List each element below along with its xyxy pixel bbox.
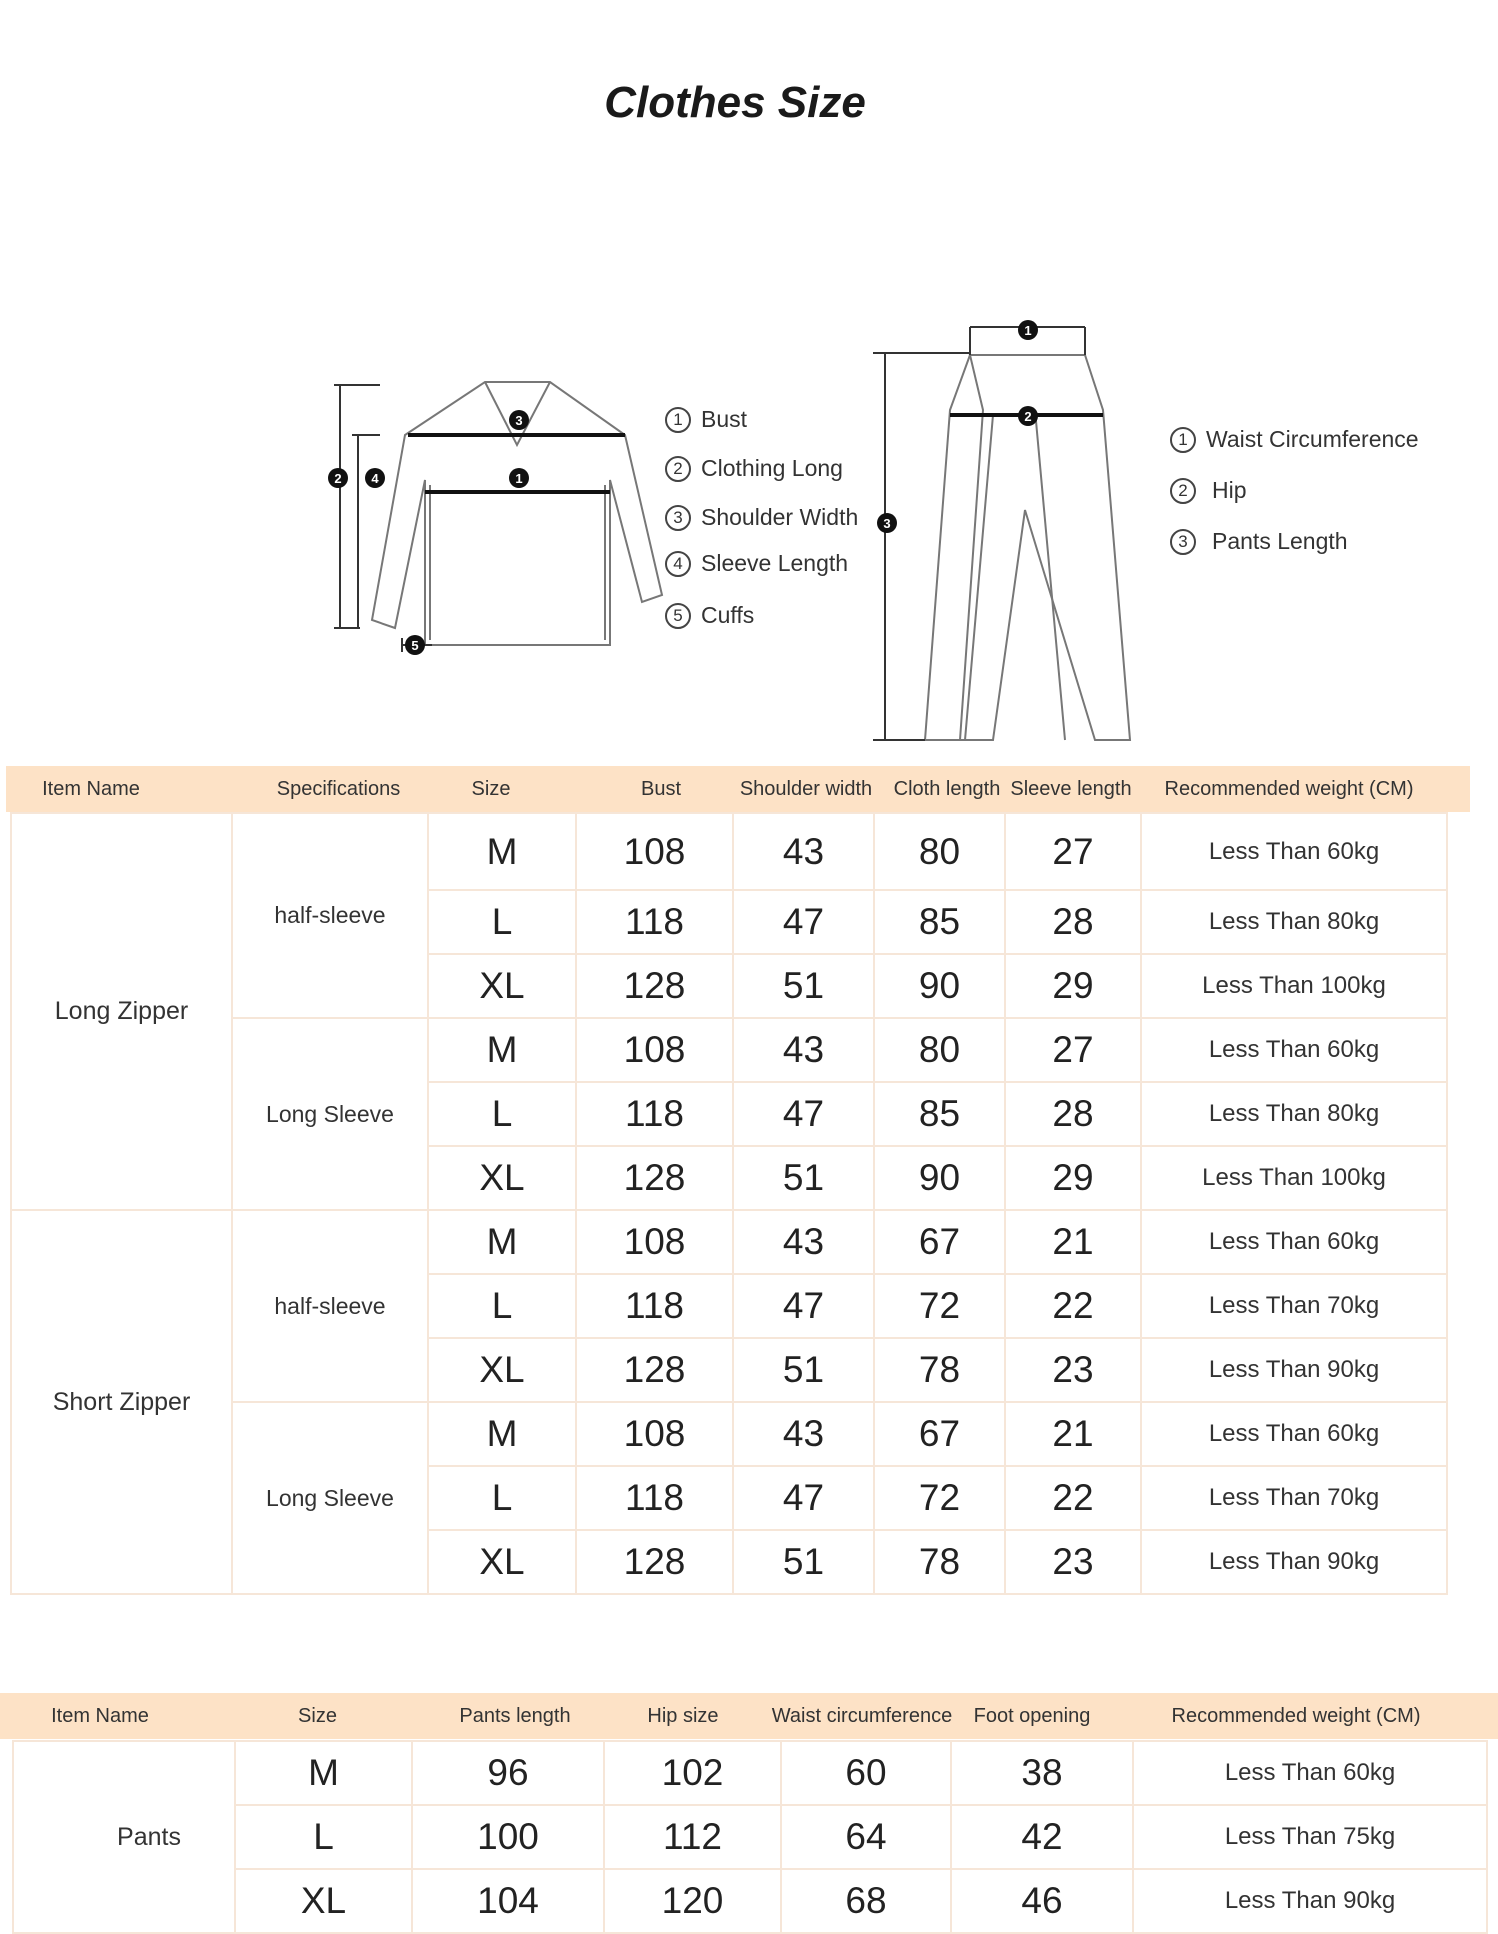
sleeve-cell: 28: [1005, 890, 1141, 954]
bust-cell: 118: [576, 1466, 733, 1530]
weight-cell: Less Than 90kg: [1141, 1338, 1447, 1402]
shoulder-cell: 43: [733, 1210, 874, 1274]
length-cell: 80: [874, 1018, 1005, 1082]
sleeve-cell: 29: [1005, 954, 1141, 1018]
length-cell: 72: [874, 1466, 1005, 1530]
length-cell: 85: [874, 890, 1005, 954]
weight-cell: Less Than 90kg: [1141, 1530, 1447, 1594]
size-cell: M: [428, 1210, 576, 1274]
size-cell: L: [428, 1274, 576, 1338]
foot-cell: 46: [951, 1869, 1133, 1933]
bust-cell: 108: [576, 1018, 733, 1082]
number-2-icon: 2: [665, 456, 691, 482]
header-sleeve-length: Sleeve length: [1010, 778, 1132, 800]
sleeve-cell: 27: [1005, 813, 1141, 890]
size-cell: M: [235, 1741, 412, 1805]
sleeve-cell: 23: [1005, 1338, 1141, 1402]
top-size-table: [10, 812, 1448, 1595]
length-cell: 96: [412, 1741, 604, 1805]
bust-cell: 128: [576, 1338, 733, 1402]
number-2-icon: 2: [1170, 478, 1196, 504]
size-cell: M: [428, 1402, 576, 1466]
legend-label: Shoulder Width: [701, 504, 859, 530]
shoulder-cell: 43: [733, 813, 874, 890]
sleeve-cell: 22: [1005, 1274, 1141, 1338]
size-cell: XL: [428, 954, 576, 1018]
legend-item-cuffs: [665, 602, 754, 629]
number-1-icon: 1: [665, 407, 691, 433]
sleeve-cell: 28: [1005, 1082, 1141, 1146]
length-cell: 100: [412, 1805, 604, 1869]
shoulder-cell: 43: [733, 1402, 874, 1466]
sleeve-cell: 29: [1005, 1146, 1141, 1210]
header-waist-circumference: Waist circumference: [771, 1705, 953, 1727]
header-size: Size: [471, 778, 511, 800]
weight-cell: Less Than 70kg: [1141, 1466, 1447, 1530]
size-cell: M: [428, 813, 576, 890]
number-3-icon: 3: [665, 505, 691, 531]
legend-label: Bust: [701, 406, 748, 432]
length-cell: 104: [412, 1869, 604, 1933]
bust-cell: 108: [576, 1402, 733, 1466]
header-specifications: Specifications: [276, 778, 401, 800]
table-row: [11, 1210, 1447, 1274]
length-cell: 72: [874, 1274, 1005, 1338]
weight-cell: Less Than 80kg: [1141, 1082, 1447, 1146]
length-cell: 67: [874, 1402, 1005, 1466]
header-size: Size: [298, 1705, 337, 1727]
header-item-name: Item Name: [51, 1705, 149, 1727]
legend-label: Cuffs: [701, 602, 755, 628]
spec-cell: Long Sleeve: [232, 1018, 428, 1210]
bust-cell: 118: [576, 1274, 733, 1338]
length-cell: 67: [874, 1210, 1005, 1274]
length-cell: 80: [874, 813, 1005, 890]
foot-cell: 38: [951, 1741, 1133, 1805]
weight-cell: Less Than 60kg: [1141, 813, 1447, 890]
bust-cell: 128: [576, 1530, 733, 1594]
table-row: [11, 813, 1447, 890]
hip-cell: 120: [604, 1869, 781, 1933]
size-cell: XL: [235, 1869, 412, 1933]
sleeve-cell: 21: [1005, 1210, 1141, 1274]
legend-item-bust: [665, 406, 747, 433]
sleeve-cell: 27: [1005, 1018, 1141, 1082]
svg-text:4: 4: [371, 471, 379, 486]
weight-cell: Less Than 60kg: [1141, 1402, 1447, 1466]
item-name-cell: Pants: [13, 1741, 235, 1933]
bust-cell: 118: [576, 890, 733, 954]
shoulder-cell: 51: [733, 1338, 874, 1402]
svg-text:5: 5: [411, 638, 419, 653]
number-1-icon: 1: [1170, 427, 1196, 453]
legend-item-pants-length: [1170, 528, 1348, 555]
group-name-cell: Long Zipper: [11, 813, 232, 1210]
legend-label: Waist Circumference: [1206, 426, 1419, 452]
bust-cell: 128: [576, 1146, 733, 1210]
weight-cell: Less Than 75kg: [1133, 1805, 1487, 1869]
waist-cell: 64: [781, 1805, 951, 1869]
svg-text:3: 3: [515, 413, 523, 428]
legend-label: Hip: [1212, 477, 1247, 503]
shoulder-cell: 47: [733, 1274, 874, 1338]
legend-item-hip: [1170, 477, 1247, 504]
header-shoulder-width: Shoulder width: [739, 778, 873, 800]
weight-cell: Less Than 100kg: [1141, 954, 1447, 1018]
bust-cell: 108: [576, 813, 733, 890]
number-3-icon: 3: [1170, 529, 1196, 555]
size-cell: L: [235, 1805, 412, 1869]
length-cell: 78: [874, 1530, 1005, 1594]
shoulder-cell: 51: [733, 1530, 874, 1594]
weight-cell: Less Than 60kg: [1141, 1210, 1447, 1274]
size-cell: M: [428, 1018, 576, 1082]
weight-cell: Less Than 70kg: [1141, 1274, 1447, 1338]
weight-cell: Less Than 90kg: [1133, 1869, 1487, 1933]
header-foot-opening: Foot opening: [973, 1705, 1091, 1727]
page-title: Clothes Size: [604, 78, 866, 127]
header-recommended-weight: Recommended weight (CM): [1164, 778, 1414, 800]
weight-cell: Less Than 80kg: [1141, 890, 1447, 954]
length-cell: 90: [874, 954, 1005, 1018]
weight-cell: Less Than 60kg: [1133, 1741, 1487, 1805]
weight-cell: Less Than 100kg: [1141, 1146, 1447, 1210]
size-cell: XL: [428, 1530, 576, 1594]
length-cell: 78: [874, 1338, 1005, 1402]
bust-cell: 108: [576, 1210, 733, 1274]
foot-cell: 42: [951, 1805, 1133, 1869]
pants-table-header: [0, 1693, 1498, 1739]
size-cell: XL: [428, 1146, 576, 1210]
pants-size-table: [12, 1740, 1488, 1934]
spec-cell: half-sleeve: [232, 1210, 428, 1402]
number-5-icon: 5: [665, 603, 691, 629]
legend-item-waist: [1170, 426, 1419, 453]
header-cloth-length: Cloth length: [893, 778, 1001, 800]
legend-label: Clothing Long: [701, 455, 843, 481]
table-row: [13, 1869, 1487, 1933]
shoulder-cell: 47: [733, 1082, 874, 1146]
size-cell: XL: [428, 1338, 576, 1402]
size-cell: L: [428, 1466, 576, 1530]
pants-illustration: [865, 315, 1135, 745]
header-pants-length: Pants length: [459, 1705, 571, 1727]
svg-text:2: 2: [334, 471, 342, 486]
sleeve-cell: 21: [1005, 1402, 1141, 1466]
shirt-illustration: [320, 370, 680, 670]
shoulder-cell: 51: [733, 954, 874, 1018]
table-row: [13, 1741, 1487, 1805]
shoulder-cell: 47: [733, 1466, 874, 1530]
header-recommended-weight: Recommended weight (CM): [1171, 1705, 1421, 1727]
size-cell: L: [428, 1082, 576, 1146]
legend-label: Pants Length: [1212, 528, 1348, 554]
number-4-icon: 4: [665, 551, 691, 577]
spec-cell: Long Sleeve: [232, 1402, 428, 1594]
hip-cell: 112: [604, 1805, 781, 1869]
legend-item-clothing-long: [665, 455, 843, 482]
legend-label: Sleeve Length: [701, 550, 849, 576]
bust-cell: 128: [576, 954, 733, 1018]
shoulder-cell: 51: [733, 1146, 874, 1210]
sleeve-cell: 23: [1005, 1530, 1141, 1594]
legend-item-sleeve-length: [665, 550, 848, 577]
shoulder-cell: 47: [733, 890, 874, 954]
header-item-name: Item Name: [42, 778, 140, 800]
waist-cell: 68: [781, 1869, 951, 1933]
weight-cell: Less Than 60kg: [1141, 1018, 1447, 1082]
spec-cell: half-sleeve: [232, 813, 428, 1018]
svg-text:3: 3: [883, 516, 891, 531]
table-row: [13, 1805, 1487, 1869]
group-name-cell: Short Zipper: [11, 1210, 232, 1594]
length-cell: 90: [874, 1146, 1005, 1210]
length-cell: 85: [874, 1082, 1005, 1146]
hip-cell: 102: [604, 1741, 781, 1805]
waist-cell: 60: [781, 1741, 951, 1805]
legend-item-shoulder-width: [665, 504, 858, 531]
svg-text:1: 1: [515, 471, 523, 486]
svg-text:1: 1: [1024, 323, 1032, 338]
sleeve-cell: 22: [1005, 1466, 1141, 1530]
header-bust: Bust: [640, 778, 682, 800]
top-table-header: [6, 766, 1470, 812]
shoulder-cell: 43: [733, 1018, 874, 1082]
header-hip-size: Hip size: [647, 1705, 719, 1727]
svg-text:2: 2: [1024, 409, 1032, 424]
size-cell: L: [428, 890, 576, 954]
bust-cell: 118: [576, 1082, 733, 1146]
